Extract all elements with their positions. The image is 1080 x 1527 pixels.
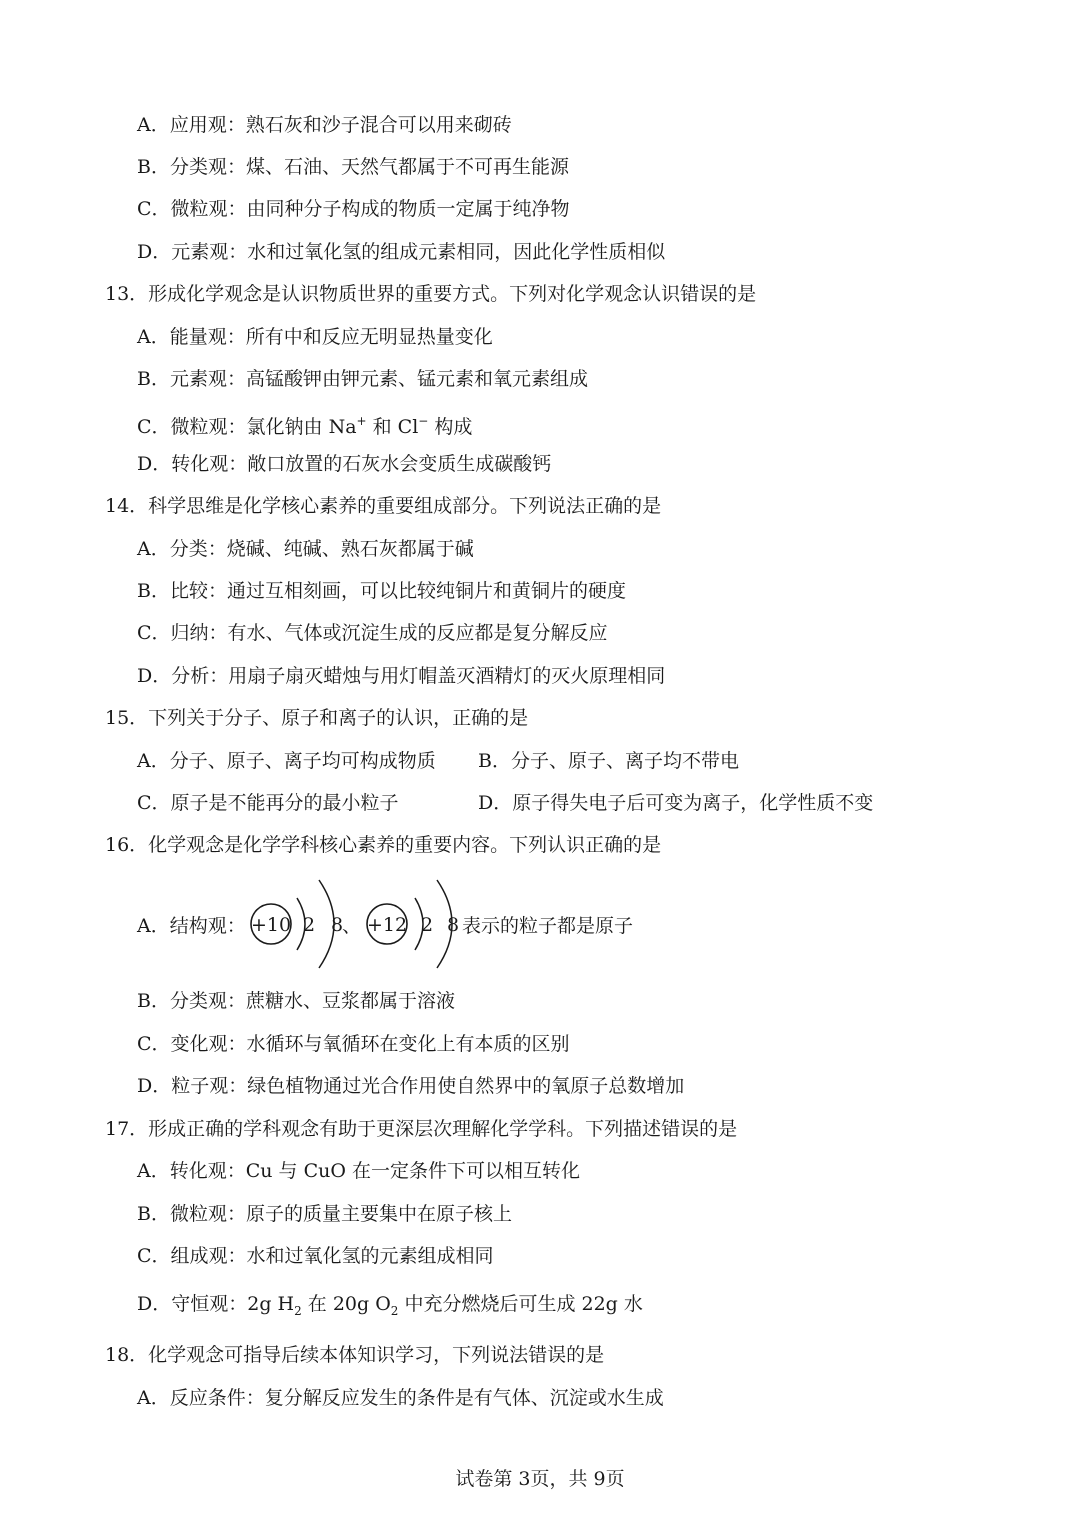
q15-option-b: B．分子、原子、离子均不带电 bbox=[478, 750, 739, 772]
q17-option-c: C．组成观：水和过氧化氢的元素组成相同 bbox=[137, 1245, 494, 1267]
q13-option-c bbox=[137, 409, 472, 439]
q12-option-b: B．分类观：煤、石油、天然气都属于不可再生能源 bbox=[137, 156, 569, 178]
q15-option-d: D．原子得失电子后可变为离子，化学性质不变 bbox=[478, 792, 874, 814]
q17-option-b: B．微粒观：原子的质量主要集中在原子核上 bbox=[137, 1203, 512, 1225]
q16-a-separator: 、 bbox=[342, 915, 362, 937]
q14-option-d: D．分析：用扇子扇灭蜡烛与用灯帽盖灭酒精灯的灭火原理相同 bbox=[137, 665, 666, 687]
q13-option-d: D．转化观：敞口放置的石灰水会变质生成碳酸钙 bbox=[137, 453, 552, 475]
q17-d-text: D．守恒观：2g H bbox=[137, 1293, 295, 1315]
q14-option-c: C．归纳：有水、气体或沉淀生成的反应都是复分解反应 bbox=[137, 622, 608, 644]
page-footer: 试卷第 3页，共 9页 bbox=[455, 1468, 625, 1490]
q12-option-a: A．应用观：熟石灰和沙子混合可以用来砌砖 bbox=[137, 114, 512, 136]
q13-c-text: C．微粒观：氯化钠由 Na bbox=[137, 416, 357, 438]
q18-stem: 18．化学观念可指导后续本体知识学习，下列说法错误的是 bbox=[105, 1344, 605, 1366]
electron-count-1b: 8 bbox=[330, 914, 344, 936]
h2-subscript: 2 bbox=[294, 1304, 302, 1318]
q16-option-c: C．变化观：水循环与氧循环在变化上有本质的区别 bbox=[137, 1033, 570, 1055]
q12-option-d: D．元素观：水和过氧化氢的组成元素相同，因此化学性质相似 bbox=[137, 241, 666, 263]
q13-stem: 13．形成化学观念是认识物质世界的重要方式。下列对化学观念认识错误的是 bbox=[105, 283, 757, 305]
q15-option-a: A．分子、原子、离子均可构成物质 bbox=[137, 750, 436, 772]
q17-option-d bbox=[137, 1292, 643, 1323]
q12-option-c: C．微粒观：由同种分子构成的物质一定属于纯净物 bbox=[137, 198, 570, 220]
electron-count-1a: 2 bbox=[302, 914, 316, 936]
q13-option-b: B．元素观：高锰酸钾由钾元素、锰元素和氧元素组成 bbox=[137, 368, 588, 390]
q15-option-c: C．原子是不能再分的最小粒子 bbox=[137, 792, 399, 814]
q17-d-text-mid: 在 20g O bbox=[301, 1293, 391, 1315]
cl-charge: − bbox=[418, 414, 429, 428]
q17-d-text-end: 中充分燃烧后可生成 22g 水 bbox=[398, 1293, 643, 1315]
q18-option-a: A．反应条件：复分解反应发生的条件是有气体、沉淀或水生成 bbox=[137, 1387, 664, 1409]
q14-stem: 14．科学思维是化学核心素养的重要组成部分。下列说法正确的是 bbox=[105, 495, 662, 517]
nucleus-charge-2: +12 bbox=[366, 914, 408, 936]
q14-option-b: B．比较：通过互相刻画，可以比较纯铜片和黄铜片的硬度 bbox=[137, 580, 626, 602]
electron-count-2a: 2 bbox=[420, 914, 434, 936]
q17-stem: 17．形成正确的学科观念有助于更深层次理解化学学科。下列描述错误的是 bbox=[105, 1118, 738, 1140]
q14-option-a: A．分类：烧碱、纯碱、熟石灰都属于碱 bbox=[137, 538, 474, 560]
q15-stem: 15．下列关于分子、原子和离子的认识，正确的是 bbox=[105, 707, 529, 729]
q16-option-d: D．粒子观：绿色植物通过光合作用使自然界中的氧原子总数增加 bbox=[137, 1075, 685, 1097]
o2-subscript: 2 bbox=[390, 1304, 399, 1318]
nucleus-charge-1: +10 bbox=[250, 914, 292, 936]
atom-diagram-2 bbox=[367, 880, 459, 968]
na-charge: + bbox=[356, 414, 367, 428]
q13-option-a: A．能量观：所有中和反应无明显热量变化 bbox=[137, 326, 493, 348]
q17-option-a: A．转化观：Cu 与 CuO 在一定条件下可以相互转化 bbox=[137, 1160, 580, 1182]
atom-diagram-1 bbox=[251, 880, 343, 968]
q16-stem: 16．化学观念是化学学科核心素养的重要内容。下列认识正确的是 bbox=[105, 834, 662, 856]
q16-a-tail: 表示的粒子都是原子 bbox=[462, 915, 634, 937]
atomic-structure-diagrams bbox=[137, 876, 467, 972]
q16-a-label: A．结构观： bbox=[137, 915, 246, 937]
electron-count-2b: 8 bbox=[446, 914, 460, 936]
q16-option-a bbox=[137, 876, 837, 972]
q13-c-text-mid: 和 Cl bbox=[366, 416, 419, 438]
q16-option-b: B．分类观：蔗糖水、豆浆都属于溶液 bbox=[137, 990, 455, 1012]
q13-c-text-end: 构成 bbox=[428, 416, 473, 438]
